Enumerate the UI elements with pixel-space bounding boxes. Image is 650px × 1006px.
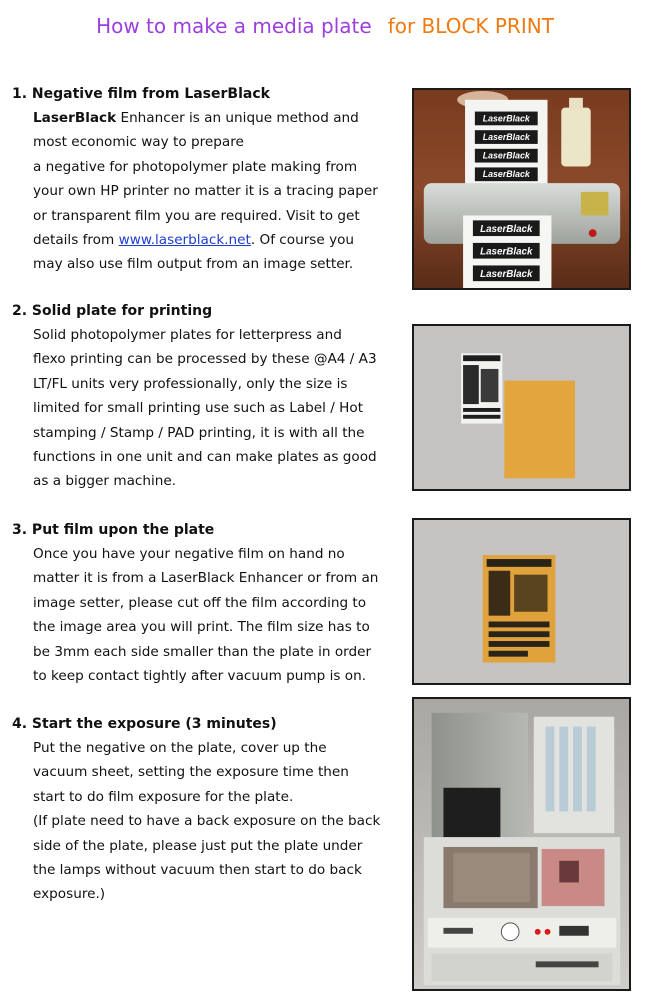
section-2-line: as a bigger machine. [33, 473, 177, 490]
photo-film-on-plate [412, 518, 631, 685]
section-4-line: (If plate need to have a back exposure on the back [33, 813, 381, 830]
section-3-line: Once you have your negative film on hand no [33, 546, 345, 562]
section-1-line: a negative for photopolymer plate making from [33, 158, 358, 175]
section-4-line: the lamps without vacuum then start to do back [33, 862, 362, 879]
section-4-line: start to do film exposure for the plate. [33, 788, 294, 805]
laserblack-label: LaserBlack [480, 224, 533, 236]
section-1-line: may also use film output from an image setter. [33, 256, 354, 273]
section-2-line: functions in one unit and can make plates as good [33, 449, 377, 466]
section-1-heading: 1. Negative film from LaserBlack [12, 86, 270, 102]
section-3 [12, 518, 397, 688]
section-1-line: details from www.laserblack.net. Of course you [33, 232, 355, 249]
section-4-body [33, 736, 397, 907]
section-2-line: Solid photopolymer plates for letterpress and [33, 327, 342, 343]
section-2 [12, 299, 397, 494]
section-4-line: side of the plate, please just put the plate under [33, 837, 363, 854]
section-1-line: or transparent film you are required. Visit to get [33, 207, 360, 224]
section-3-line: be 3mm each side smaller than the plate in order [33, 643, 372, 660]
title-part-1: How to make a media plate [96, 14, 372, 38]
section-2-body [33, 323, 397, 494]
section-3-line: image setter, please cut off the film according to [33, 594, 367, 611]
section-1-line: your own HP printer no matter it is a tracing paper [33, 183, 378, 200]
section-1-body [33, 106, 397, 277]
section-3-line: to keep contact tightly after vacuum pump is on. [33, 668, 367, 685]
section-2-line: limited for small printing use such as Label / Hot [33, 400, 364, 417]
laserblack-label: LaserBlack [480, 269, 533, 281]
section-3-body [33, 542, 397, 688]
section-4 [12, 712, 397, 907]
laserblack-label: LaserBlack [480, 246, 533, 258]
section-3-line: matter it is from a LaserBlack Enhancer or from an [33, 570, 379, 587]
section-3-heading: 3. Put film upon the plate [12, 522, 215, 538]
laserblack-label: LaserBlack [482, 150, 530, 161]
photo-solid-plate [412, 324, 631, 491]
section-4-line: Put the negative on the plate, cover up the [33, 740, 327, 756]
photo-laserblack-enhancer [412, 88, 631, 290]
section-2-heading: 2. Solid plate for printing [12, 303, 213, 319]
section-4-line: vacuum sheet, setting the exposure time then [33, 764, 349, 781]
section-2-line: stamping / Stamp / PAD printing, it is with all the [33, 424, 365, 441]
section-1-line: LaserBlack Enhancer is an unique method and [33, 110, 359, 126]
page-title [0, 14, 650, 38]
section-1 [12, 82, 397, 277]
laserblack-label: LaserBlack [482, 131, 530, 142]
laserblack-bold: LaserBlack [33, 110, 117, 126]
section-2-line: flexo printing can be processed by these @A4 / A3 [33, 351, 377, 368]
section-4-heading: 4. Start the exposure (3 minutes) [12, 716, 277, 732]
laserblack-link[interactable]: www.laserblack.net [118, 232, 251, 249]
laserblack-label: LaserBlack [482, 113, 530, 124]
title-part-2: for BLOCK PRINT [387, 14, 554, 38]
section-1-line: most economic way to prepare [33, 134, 244, 151]
laserblack-label: LaserBlack [482, 169, 530, 180]
section-2-line: LT/FL units very professionally, only the size is [33, 375, 348, 392]
section-3-line: the image area you will print. The film size has to [33, 619, 370, 636]
photo-exposure-unit [412, 697, 631, 991]
section-4-line: exposure.) [33, 886, 106, 903]
